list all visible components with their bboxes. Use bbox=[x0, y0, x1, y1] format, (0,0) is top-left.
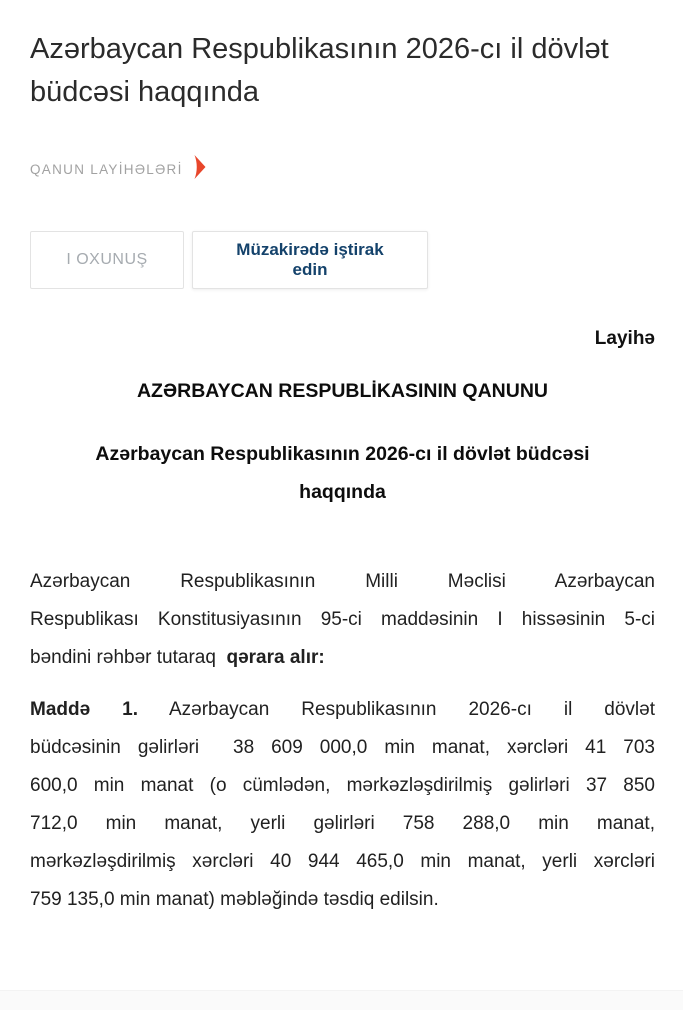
law-draft-page bbox=[0, 28, 683, 919]
preamble-paragraph bbox=[30, 563, 655, 677]
paragraph-line: Azərbaycan Respublikasının Milli Məclisi Azərbaycan bbox=[30, 571, 655, 592]
footer-strip bbox=[0, 990, 683, 1010]
madde-1-paragraph bbox=[30, 691, 655, 919]
paragraph-line: Respublikası Konstitusiyasının 95-ci maddəsinin I hissəsinin 5-ci bbox=[30, 609, 655, 630]
tab-bar bbox=[30, 231, 655, 289]
tab-first-reading[interactable]: I OXUNUŞ bbox=[30, 231, 184, 289]
paragraph-line: bəndini rəhbər tutaraq qərara alır: bbox=[30, 647, 325, 668]
category-link-qanun-layiheleri[interactable]: QANUN LAYİHƏLƏRİ bbox=[30, 162, 183, 177]
law-subheading bbox=[30, 435, 655, 511]
law-heading: AZƏRBAYCAN RESPUBLİKASININ QANUNU bbox=[136, 380, 549, 402]
page-title: Azərbaycan Respublikasının 2026-cı il dövlət büdcəsi haqqında bbox=[30, 33, 609, 108]
paragraph-line: mərkəzləşdirilmiş xərcləri 40 944 465,0 min manat, yerli xərcləri bbox=[30, 851, 655, 872]
law-subheading-line: haqqında bbox=[299, 481, 386, 503]
paragraph-line: 600,0 min manat (o cümlədən, mərkəzləşdirilmiş gəlirləri 37 850 bbox=[30, 775, 655, 796]
arrow-right-icon bbox=[193, 154, 206, 185]
paragraph-line: 712,0 min manat, yerli gəlirləri 758 288,0 min manat, bbox=[30, 813, 655, 834]
law-text bbox=[30, 328, 655, 919]
breadcrumb bbox=[30, 154, 655, 185]
law-subheading-line: Azərbaycan Respublikasının 2026-cı il dövlət büdcəsi bbox=[95, 443, 590, 465]
draft-label: Layihə bbox=[594, 328, 655, 349]
paragraph-line: Maddə 1. Azərbaycan Respublikasının 2026-cı il dövlət bbox=[30, 699, 655, 720]
paragraph-line: büdcəsinin gəlirləri 38 609 000,0 min manat, xərcləri 41 703 bbox=[30, 737, 655, 758]
tab-join-discussion[interactable]: Müzakirədə iştirak edin bbox=[192, 231, 428, 289]
paragraph-line: 759 135,0 min manat) məbləğində təsdiq edilsin. bbox=[30, 889, 439, 910]
article-body bbox=[30, 563, 655, 919]
